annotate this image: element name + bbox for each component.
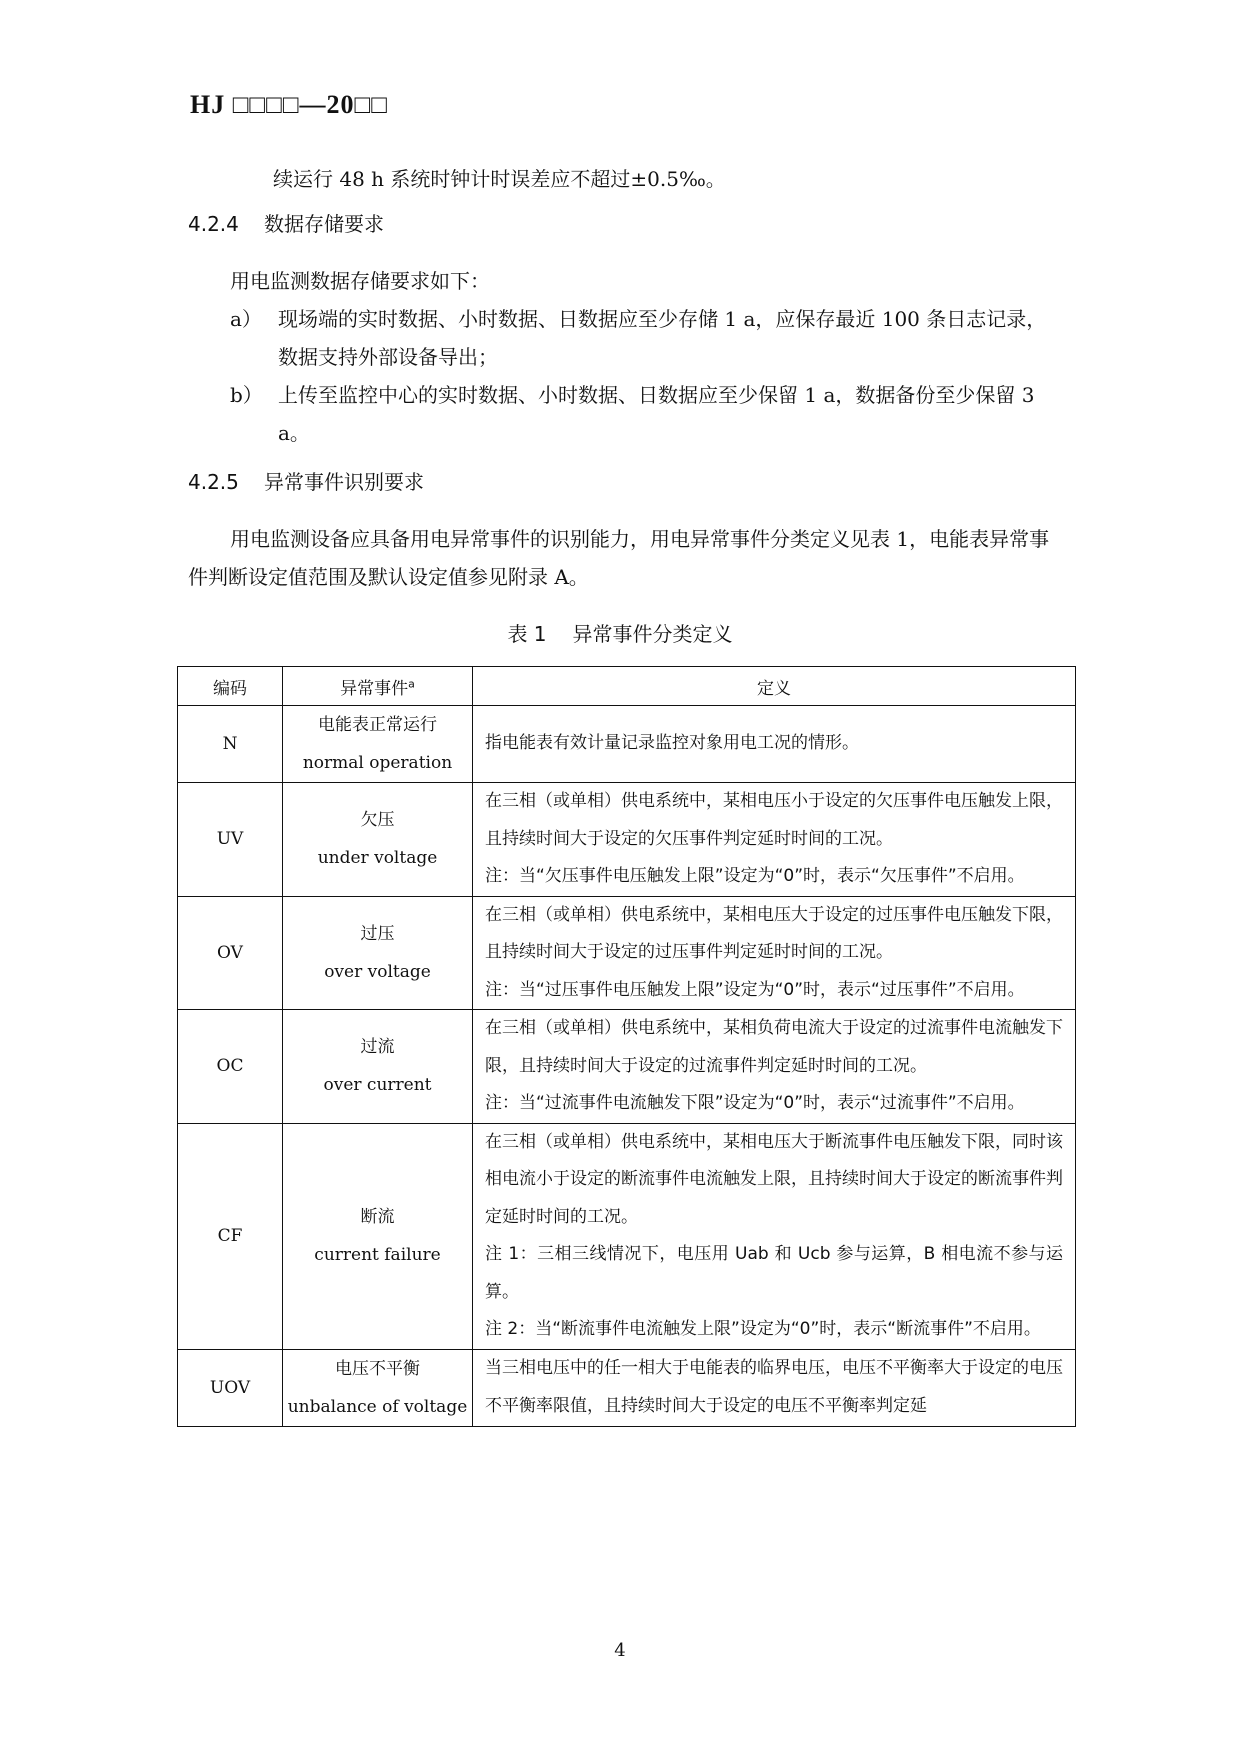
event-name (283, 1010, 473, 1124)
table-row (178, 1349, 1076, 1426)
event-definition (473, 706, 1076, 783)
event-name-en: unbalance of voltage (287, 1396, 468, 1417)
event-name-en: under voltage (317, 848, 438, 869)
definition-note: 注：当“过流事件电流触发下限”设定为“0”时，表示“过流事件”不启用。 (485, 1093, 1025, 1113)
event-code: OV (178, 896, 283, 1010)
definition-note: 注：当“过压事件电压触发上限”设定为“0”时，表示“过压事件”不启用。 (485, 979, 1025, 1000)
event-definition (473, 1123, 1076, 1349)
event-code: UV (178, 783, 283, 897)
event-name-en: current failure (314, 1245, 441, 1265)
table-row (178, 706, 1076, 783)
table-row (178, 1123, 1076, 1349)
event-code: N (178, 706, 283, 783)
event-name-zh: 断流 (360, 1207, 395, 1227)
event-definition (473, 783, 1076, 897)
event-name-zh: 过压 (360, 923, 395, 944)
continuation-paragraph: 续运行 48 h 系统时钟计时误差应不超过±0.5‰。 (273, 167, 726, 191)
list-item-b (230, 376, 1060, 452)
event-name-en: over current (323, 1075, 432, 1096)
event-name-en: normal operation (302, 753, 453, 773)
page-number: 4 (614, 1640, 626, 1661)
event-name-zh: 欠压 (360, 810, 395, 831)
definition-note: 注：当“欠压事件电压触发上限”设定为“0”时，表示“欠压事件”不启用。 (485, 866, 1025, 886)
definition-text: 在三相（或单相）供电系统中，某相电压大于设定的过压事件电压触发下限，且持续时间大于设定的过压事件判定延时时间的工况。 (485, 904, 1063, 962)
table-caption (0, 618, 1240, 647)
standard-code-header: HJ □□□□—20□□ (190, 90, 388, 119)
section-number: 4.2.4 (188, 212, 239, 236)
event-name (283, 783, 473, 897)
definition-note: 注 2：当“断流事件电流触发上限”设定为“0”时，表示“断流事件”不启用。 (485, 1319, 1041, 1339)
table-label: 表 1 (507, 622, 547, 646)
list-text: 上传至监控中心的实时数据、小时数据、日数据应至少保留 1 a，数据备份至少保留 3 a。 (278, 383, 1035, 445)
table-row (178, 1010, 1076, 1124)
header-code: 编码 (178, 667, 283, 706)
definition-text: 指电能表有效计量记录监控对象用电工况的情形。 (485, 733, 859, 754)
section-title: 异常事件识别要求 (264, 470, 424, 494)
table-title: 异常事件分类定义 (572, 622, 733, 646)
header-definition: 定义 (473, 667, 1076, 706)
definition-text: 在三相（或单相）供电系统中，某相负荷电流大于设定的过流事件电流触发下限，且持续时间大于设定的过流事件判定延时时间的工况。 (485, 1018, 1063, 1076)
header-event (283, 667, 473, 706)
section-title: 数据存储要求 (264, 212, 384, 236)
event-name-zh: 电压不平衡 (335, 1358, 420, 1379)
event-name-zh: 电能表正常运行 (318, 715, 437, 735)
event-definition (473, 1010, 1076, 1124)
abnormal-event-table (177, 666, 1076, 1427)
table-header-row (178, 667, 1076, 706)
definition-note: 注 1：三相三线情况下，电压用 Uab 和 Ucb 参与运算，B 相电流不参与运算。 (485, 1244, 1063, 1302)
event-definition (473, 896, 1076, 1010)
event-code: UOV (178, 1349, 283, 1426)
event-name (283, 896, 473, 1010)
list-marker: b） (230, 383, 263, 407)
section-4-2-5-heading (188, 466, 424, 495)
event-code: OC (178, 1010, 283, 1124)
event-name (283, 1123, 473, 1349)
event-definition (473, 1349, 1076, 1426)
definition-text: 当三相电压中的任一相大于电能表的临界电压，电压不平衡率大于设定的电压不平衡率限值，且持续时间大于设定的电压不平衡率判定延 (485, 1358, 1063, 1416)
footnote-mark: a (408, 676, 415, 690)
list-text: 现场端的实时数据、小时数据、日数据应至少存储 1 a，应保存最近 100 条日志记录，数据支持外部设备导出； (278, 307, 1047, 369)
event-code: CF (178, 1123, 283, 1349)
header-event-label: 异常事件 (340, 678, 409, 699)
section-4-2-5-body: 用电监测设备应具备用电异常事件的识别能力，用电异常事件分类定义见表 1，电能表异常事件判断设定值范围及默认设定值参见附录 A。 (188, 527, 1050, 589)
section-4-2-4-intro: 用电监测数据存储要求如下： (230, 269, 490, 293)
definition-text: 在三相（或单相）供电系统中，某相电压小于设定的欠压事件电压触发上限，且持续时间大于设定的欠压事件判定延时时间的工况。 (485, 791, 1063, 849)
event-name-zh: 过流 (360, 1037, 395, 1058)
table-row (178, 896, 1076, 1010)
list-item-a (230, 300, 1060, 376)
list-marker: a） (230, 307, 262, 331)
section-number: 4.2.5 (188, 470, 239, 494)
event-name (283, 706, 473, 783)
section-4-2-4-heading (188, 208, 384, 237)
definition-text: 在三相（或单相）供电系统中，某相电压大于断流事件电压触发下限，同时该相电流小于设定的断流事件电流触发上限，且持续时间大于设定的断流事件判定延时时间的工况。 (485, 1131, 1063, 1227)
event-name-en: over voltage (324, 961, 431, 982)
event-name (283, 1349, 473, 1426)
table-row (178, 783, 1076, 897)
